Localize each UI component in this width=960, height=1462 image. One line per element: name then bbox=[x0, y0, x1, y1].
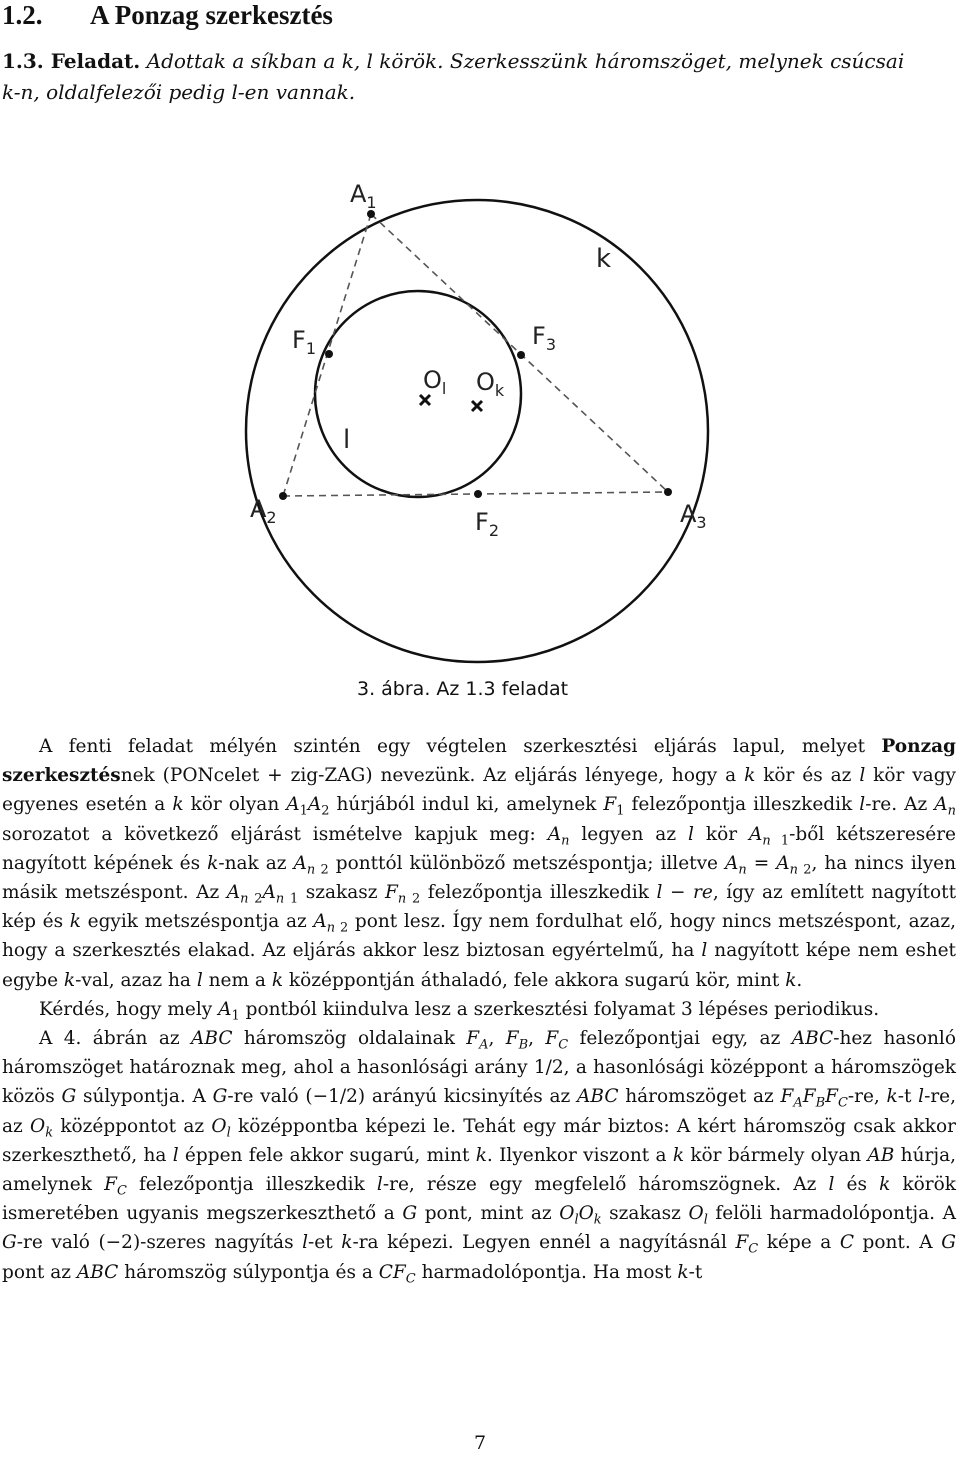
label-Ol: $O_l$ bbox=[423, 366, 447, 398]
label-A3: $A_3$ bbox=[680, 500, 707, 532]
section-title: A Ponzag szerkesztés bbox=[90, 0, 333, 30]
problem-text-1: Adottak a síkban a bbox=[146, 49, 336, 73]
paragraph-3: A 4. ábrán az ABC háromszög oldalainak $F_A$, $F_B$, $F_C$ felezőpontjai egy, az ABC-hez hasonló háromszöget határoznak meg, ahol a hasonlósági arány 1/2, a hasonlósági középpont a háromszögek közös G súlypontja. A G-re való (−1/2) arányú kicsinyítés az ABC háromszöget az $F_AF_BF_C-re$, k-t l-re, az $O_k$ középpontot az $O_l$ középpontba képezi le. Tehát egy már biztos: A kért háromszög csak akkor szerkeszthető, ha l éppen fele akkor sugarú, mint k. Ilyenkor viszont a k kör bármely olyan AB húrja, amelynek $F_C$ felezőpontja illeszkedik l-re, része egy megfelelő háromszögnek. Az l és k körök ismeretében ugyanis megszerkeszthető a G pont, mint az $O_lO_k$ szakasz $O_l$ felöli harmadolópontja. A G-re való (−2)-szeres nagyítás l-et k-ra képezi. Legyen ennél a nagyításnál $F_C$ képe a C pont. A G pont az ABC háromszög súlypontja és a $CF_C$ harmadolópontja. Ha most k-t bbox=[2, 1028, 957, 1287]
center-Ok-mark bbox=[472, 401, 482, 411]
label-l: l bbox=[343, 425, 351, 455]
problem-text-3: -n, oldalfelezői pedig bbox=[13, 80, 226, 104]
label-A2: $A_2$ bbox=[250, 495, 277, 527]
label-Ok: $O_k$ bbox=[476, 368, 505, 400]
label-A1: $A_1$ bbox=[350, 180, 377, 212]
point-F2 bbox=[474, 490, 482, 498]
center-Ol-mark bbox=[420, 395, 430, 405]
problem-text-2: körök. Szerkesszünk háromszöget, melynek csúcsai bbox=[379, 49, 905, 73]
center-marks bbox=[420, 395, 482, 411]
point-A2 bbox=[279, 492, 287, 500]
figure-caption: 3. ábra. Az 1.3 feladat bbox=[357, 678, 569, 700]
page-number: 7 bbox=[473, 1432, 487, 1454]
points bbox=[279, 210, 672, 500]
label-F3: $F_3$ bbox=[532, 322, 556, 354]
problem-text-4: -en vannak. bbox=[237, 80, 356, 104]
label-F1: $F_1$ bbox=[292, 326, 316, 358]
section-number: 1.2. bbox=[2, 0, 43, 30]
point-A3 bbox=[664, 488, 672, 496]
section-heading bbox=[2, 0, 333, 31]
problem-label: 1.3. Feladat. bbox=[2, 49, 141, 73]
circle-k bbox=[246, 200, 708, 662]
construction-figure bbox=[240, 170, 720, 670]
paragraph-2: Kérdés, hogy mely $A_1$ pontból kiindulva lesz a szerkesztési folyamat 3 lépéses periodikus. bbox=[39, 998, 880, 1024]
point-F1 bbox=[325, 350, 333, 358]
body-text bbox=[2, 732, 956, 1287]
point-F3 bbox=[517, 351, 525, 359]
paragraph-1: A fenti feladat mélyén szintén egy végtelen szerkesztési eljárás lapul, melyet Ponzag szerkesztésnek (PONcelet + zig-ZAG) nevezünk. Az eljárás lényege, hogy a k kör és az l kör vagy egyenes esetén a k kör olyan $A_1A_2$ húrjából indul ki, amelynek $F_1$ felezőpontja illeszkedik l-re. Az $A_n$ sorozatot a következő eljárást ismételve kapjuk meg: $A_n$ legyen az l kör $A_{n 1}$-ből kétszeresére nagyított képének és k-nak az $A_{n 2}$ ponttól különböző metszéspontja; illetve $A_n = A_{n 2}$, ha nincs ilyen másik metszéspont. Az $A_{n 2}A_{n 1}$ szakasz $F_{n 2}$ felezőpontja illeszkedik l − re, így az említett nagyított kép és k egyik metszéspontja az $A_{n 2}$ pont lesz. Így nem fordulhat elő, hogy nincs metszéspont, azaz, hogy a szerkesztés elakad. Az eljárás akkor lesz biztosan egyértelmű, ha l nagyított képe nem eshet egybe k-val, azaz ha l nem a k középpontján áthaladó, fele akkora sugarú kör, mint k. bbox=[2, 736, 957, 991]
label-F2: $F_2$ bbox=[475, 508, 499, 540]
label-k: k bbox=[596, 244, 612, 274]
problem-statement: 1.3. Feladat. Adottak a síkban a k, l körök. Szerkesszünk háromszöget, melynek csúcsai k-n, oldalfelezői pedig l-en vannak. bbox=[2, 49, 905, 104]
